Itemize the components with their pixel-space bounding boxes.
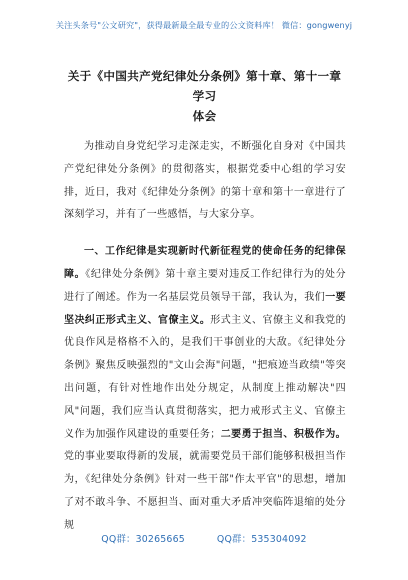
- document-body: [64, 136, 346, 552]
- section-1-text-b: 形式主义、官僚主义和我党的优良作风是格格不入的，是我们干事创业的大敌。《纪律处分条例》聚焦反映强烈的"文山会海"问题，"把痕迹当政绩"等突出问题，有针对性地作出处分规定，从制度上推动解决"四风"问题，我们应当认真贯彻落实，把力戒形式主义、官僚主义作为加强作风建设的重要任务；: [64, 314, 346, 440]
- footer: [0, 531, 408, 545]
- section-1-text-c: 党的事业要取得新的发展，就需要党员干部们能够积极担当作为，《纪律处分条例》针对一些干部"作太平官"的思想，增加了对不敢斗争、不愿担当、面对重大矛盾冲突临阵退缩的处分规: [64, 451, 346, 531]
- section-1-point-2: 二要勇于担当、积极作为。: [220, 428, 347, 440]
- title-line-1: 关于《中国共产党纪律处分条例》第十章、第十一章学习: [67, 69, 342, 103]
- header-banner: 关注头条号"公文研究"，获得最新最全最专业的公文资料库！ 微信：gongwenyj: [55, 20, 353, 30]
- footer-qq-group-1: QQ群：30265665: [101, 534, 185, 545]
- document-title: [62, 66, 347, 126]
- intro-paragraph: 为推动自身党纪学习走深走实，不断强化自身对《中国共产党纪律处分条例》的贯彻落实，根据党委中心组的学习安排，近日，我对《纪律处分条例》的第十章和第十一章进行了深刻学习，并有了一些感悟，与大家分享。: [64, 141, 346, 221]
- footer-qq-group-2: QQ群：535304092: [216, 534, 307, 545]
- section-1-point-1: 一要坚决纠正形式主义、官僚主义。: [64, 291, 347, 326]
- section-1-paragraph: [64, 241, 346, 537]
- section-1-heading: 一、工作纪律是实现新时代新征程党的使命任务的纪律保障。: [64, 246, 346, 280]
- section-1-text-a: 《纪律处分条例》第十章主要对违反工作纪律行为的处分进行了阐述。作为一名基层党员领导干部，我认为，我们: [64, 268, 346, 303]
- title-line-2: 体会: [192, 109, 217, 123]
